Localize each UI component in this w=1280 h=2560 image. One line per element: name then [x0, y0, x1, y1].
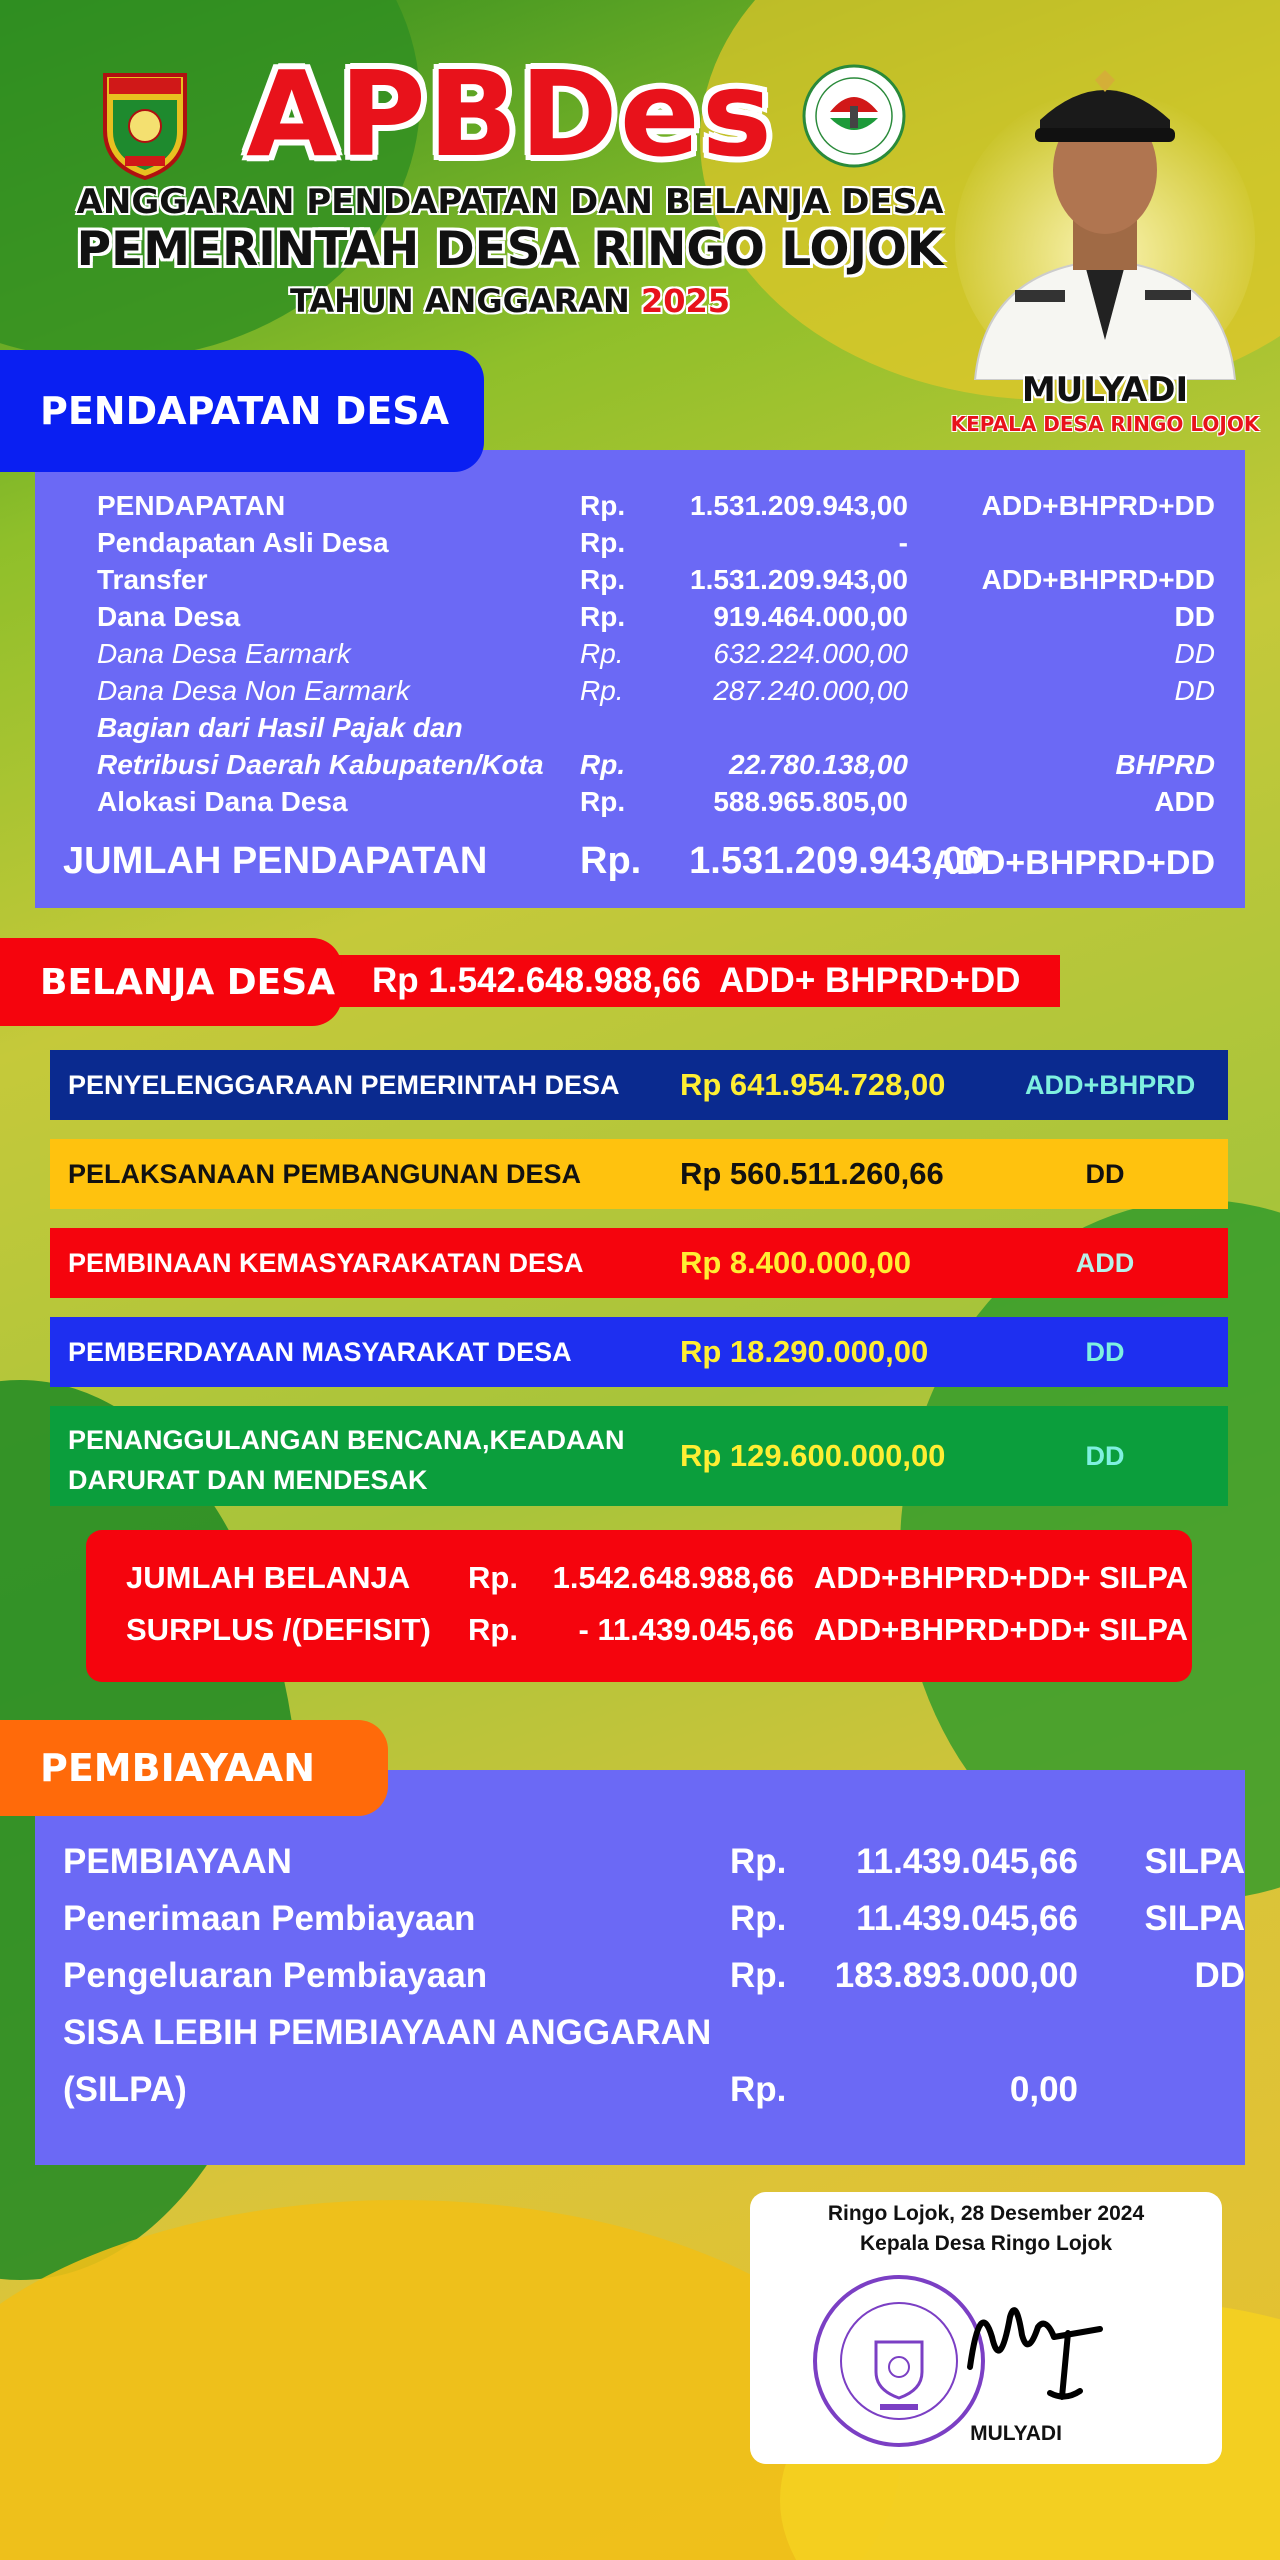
- belanja-item: [50, 1406, 1228, 1506]
- row-label: (SILPA): [63, 2070, 187, 2109]
- row-amount: 1.531.209.943,00: [690, 490, 908, 521]
- row-label: Alokasi Dana Desa: [97, 786, 348, 817]
- row-label: Pengeluaran Pembiayaan: [63, 1956, 488, 1995]
- belanja-item: [50, 1050, 1228, 1120]
- row-label: PEMBIAYAAN: [63, 1842, 292, 1881]
- belanja-total-strip: [330, 955, 1060, 1007]
- row-label: Bagian dari Hasil Pajak dan: [97, 712, 463, 743]
- belanja-item-label: [68, 1420, 625, 1500]
- row-label: Penerimaan Pembiayaan: [63, 1899, 476, 1938]
- total-source: ADD+BHPRD+DD: [931, 844, 1215, 882]
- pendapatan-total-row: [35, 840, 1245, 888]
- belanja-item-label: PEMBERDAYAAN MASYARAKAT DESA: [68, 1336, 572, 1367]
- belanja-item-label-line2: DARURAT DAN MENDESAK: [68, 1465, 428, 1495]
- row-amount: 183.893.000,00: [834, 1956, 1078, 1995]
- pembiayaan-tab-label: PEMBIAYAAN: [40, 1746, 315, 1790]
- pendapatan-row: [35, 564, 1245, 600]
- belanja-item-amount: Rp 560.511.260,66: [680, 1156, 944, 1191]
- row-currency: Rp.: [580, 564, 626, 595]
- row-source: BHPRD: [1115, 749, 1215, 780]
- belanja-item-amount: Rp 641.954.728,00: [680, 1067, 946, 1102]
- summary-currency: Rp.: [468, 1612, 518, 1647]
- row-amount: 0,00: [1009, 2070, 1078, 2109]
- poster-title: APBDes: [246, 45, 774, 183]
- row-label: Retribusi Daerah Kabupaten/Kota: [97, 749, 544, 780]
- pendapatan-row: [35, 786, 1245, 822]
- summary-source: ADD+BHPRD+DD+ SILPA: [814, 1612, 1189, 1647]
- row-label: Dana Desa: [97, 601, 241, 632]
- row-label: SISA LEBIH PEMBIAYAAN ANGGARAN: [63, 2013, 712, 2052]
- row-amount: -: [898, 527, 908, 558]
- signature-place-date: Ringo Lojok, 28 Desember 2024: [827, 2202, 1145, 2225]
- belanja-total-amount: Rp 1.542.648.988,66 ADD+ BHPRD+DD: [372, 961, 1021, 1000]
- belanja-item-label-line1: PENANGGULANGAN BENCANA,KEADAAN: [68, 1425, 625, 1455]
- belanja-tab: [0, 938, 342, 1026]
- belanja-item-source: ADD: [1075, 1247, 1135, 1278]
- pendapatan-row: [35, 712, 1245, 748]
- pendapatan-row: [35, 675, 1245, 711]
- belanja-item-source: DD: [1085, 1158, 1125, 1189]
- row-amount: 11.439.045,66: [856, 1899, 1078, 1938]
- row-source: SILPA: [1144, 1899, 1245, 1938]
- pendapatan-row: [35, 749, 1245, 785]
- fiscal-year-value: 2025: [640, 282, 731, 320]
- row-source: DD: [1174, 675, 1215, 706]
- row-source: ADD+BHPRD+DD: [981, 490, 1215, 521]
- village-government-title: PEMERINTAH DESA RINGO LOJOK: [76, 222, 944, 277]
- belanja-item-amount: Rp 8.400.000,00: [680, 1245, 911, 1280]
- belanja-item: [50, 1317, 1228, 1387]
- official-title: KEPALA DESA RINGO LOJOK: [950, 412, 1260, 436]
- row-currency: Rp.: [730, 1842, 787, 1881]
- row-label: Dana Desa Earmark: [97, 638, 351, 669]
- row-currency: Rp.: [730, 1956, 787, 1995]
- pendapatan-row: [35, 601, 1245, 637]
- belanja-item-label: PEMBINAAN KEMASYARAKATAN DESA: [68, 1247, 584, 1278]
- row-label: Pendapatan Asli Desa: [97, 527, 389, 558]
- pembiayaan-panel: [35, 1770, 1245, 2165]
- row-amount: 632.224.000,00: [713, 638, 908, 669]
- belanja-item-source: DD: [1085, 1336, 1125, 1367]
- belanja-item-label: PENYELENGGARAAN PEMERINTAH DESA: [68, 1069, 620, 1100]
- poster-subtitle: ANGGARAN PENDAPATAN DAN BELANJA DESA: [76, 182, 944, 222]
- row-amount: 11.439.045,66: [856, 1842, 1078, 1881]
- pendapatan-row: [35, 490, 1245, 526]
- fiscal-year-label: TAHUN ANGGARAN: [289, 282, 630, 320]
- row-amount: 1.531.209.943,00: [690, 564, 908, 595]
- summary-amount: - 11.439.045,66: [578, 1612, 794, 1647]
- row-source: SILPA: [1144, 1842, 1245, 1881]
- fiscal-year: [0, 282, 1020, 320]
- row-amount: 287.240.000,00: [713, 675, 908, 706]
- row-amount: 588.965.805,00: [713, 786, 908, 817]
- pendapatan-tab: [0, 350, 484, 472]
- pendapatan-row: [35, 638, 1245, 674]
- row-currency: Rp.: [580, 786, 626, 817]
- row-source: ADD+BHPRD+DD: [981, 564, 1215, 595]
- summary-source: ADD+BHPRD+DD+ SILPA: [814, 1560, 1189, 1595]
- row-currency: Rp.: [580, 527, 626, 558]
- official-name: MULYADI: [1021, 370, 1189, 410]
- row-currency: Rp.: [580, 749, 626, 780]
- pendapatan-row: [35, 527, 1245, 563]
- row-currency: Rp.: [580, 638, 624, 669]
- signature-box: [750, 2192, 1222, 2464]
- belanja-summary-box: [86, 1530, 1192, 1682]
- row-source: DD: [1194, 1956, 1245, 1995]
- row-currency: Rp.: [730, 2070, 787, 2109]
- row-source: DD: [1174, 638, 1215, 669]
- row-amount: 22.780.138,00: [728, 749, 908, 780]
- total-label: JUMLAH PENDAPATAN: [63, 840, 488, 882]
- row-currency: Rp.: [580, 601, 626, 632]
- row-source: ADD: [1154, 786, 1215, 817]
- belanja-item-source: ADD+BHPRD: [1025, 1069, 1196, 1100]
- row-currency: Rp.: [580, 490, 626, 521]
- signature-position: Kepala Desa Ringo Lojok: [859, 2232, 1113, 2255]
- handwritten-signature: [950, 2277, 1110, 2417]
- row-label: Dana Desa Non Earmark: [97, 675, 410, 706]
- belanja-item-label: PELAKSANAAN PEMBANGUNAN DESA: [68, 1158, 582, 1189]
- summary-currency: Rp.: [468, 1560, 518, 1595]
- row-currency: Rp.: [730, 1899, 787, 1938]
- signature-name: MULYADI: [970, 2422, 1062, 2445]
- row-amount: 919.464.000,00: [713, 601, 908, 632]
- summary-label: JUMLAH BELANJA: [126, 1560, 411, 1595]
- belanja-item-amount: Rp 129.600.000,00: [680, 1438, 946, 1473]
- summary-label: SURPLUS /(DEFISIT): [126, 1612, 431, 1647]
- belanja-item: [50, 1139, 1228, 1209]
- row-currency: Rp.: [580, 675, 624, 706]
- row-label: Transfer: [97, 564, 208, 595]
- belanja-item-source: DD: [1085, 1440, 1125, 1471]
- belanja-item-amount: Rp 18.290.000,00: [680, 1334, 929, 1369]
- official-portrait: [955, 40, 1255, 380]
- pendapatan-tab-label: PENDAPATAN DESA: [40, 389, 450, 433]
- pembiayaan-tab: [0, 1720, 388, 1816]
- total-currency: Rp.: [580, 840, 642, 882]
- total-amount: 1.531.209.943,00: [689, 840, 985, 882]
- pendapatan-panel: [35, 450, 1245, 908]
- row-source: DD: [1174, 601, 1215, 632]
- row-label: PENDAPATAN: [97, 490, 286, 521]
- belanja-item: [50, 1228, 1228, 1298]
- summary-amount: 1.542.648.988,66: [552, 1560, 794, 1595]
- belanja-tab-label: BELANJA DESA: [40, 961, 336, 1003]
